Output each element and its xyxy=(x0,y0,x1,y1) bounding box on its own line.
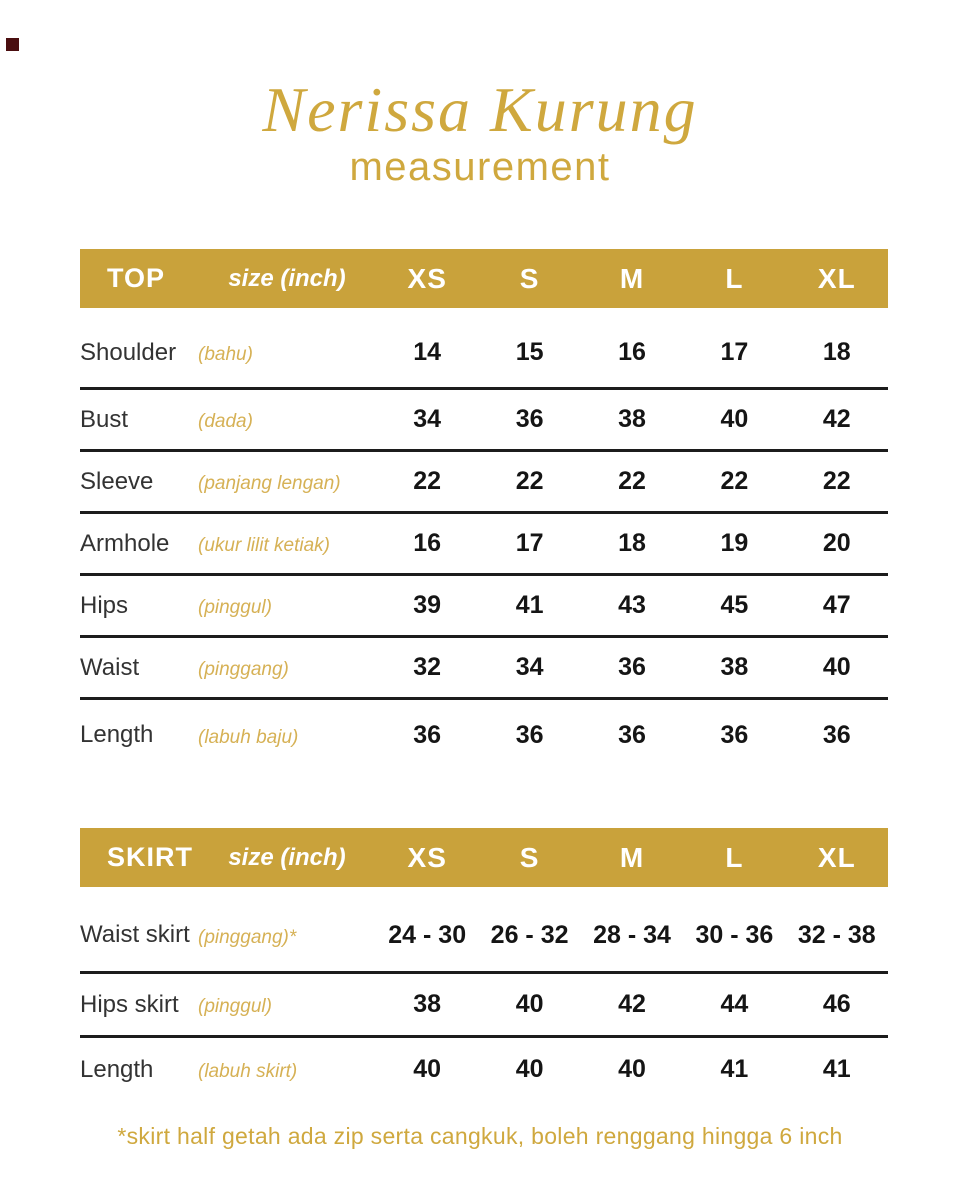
row-sublabel: (labuh baju) xyxy=(198,726,299,748)
skirt-size-col-s: S xyxy=(519,841,540,873)
cell-value: 38 xyxy=(618,405,646,434)
cell-value: 36 xyxy=(413,720,442,749)
cell-value: 16 xyxy=(618,338,646,367)
skirt-size-unit-label: size (inch) xyxy=(228,843,346,871)
cell-value: 40 xyxy=(618,1055,646,1084)
cell-value: 39 xyxy=(413,591,442,620)
table-row-waist-skirt xyxy=(80,887,888,974)
skirt-size-col-m: M xyxy=(619,841,645,873)
cell-value: 41 xyxy=(720,1055,749,1084)
top-size-col-xs: XS xyxy=(407,262,447,294)
cell-value: 42 xyxy=(618,990,646,1019)
row-label: Waist xyxy=(80,653,140,681)
table-row-sleeve xyxy=(80,452,888,514)
page-subtitle: measurement xyxy=(349,145,611,190)
table-row-length-skirt xyxy=(80,1038,888,1101)
skirt-table-title: SKIRT xyxy=(107,842,193,873)
cell-value: 18 xyxy=(822,338,851,367)
cell-value: 36 xyxy=(515,720,544,749)
cell-value: 46 xyxy=(822,990,851,1019)
row-label: Hips skirt xyxy=(80,990,179,1018)
top-size-col-m: M xyxy=(619,262,645,294)
top-table-header-bar xyxy=(80,249,888,308)
cell-value: 22 xyxy=(720,467,749,496)
cell-value: 38 xyxy=(720,653,749,682)
page-title: Nerissa Kurung xyxy=(262,74,698,145)
cell-value: 41 xyxy=(822,1055,851,1084)
row-label: Sleeve xyxy=(80,467,154,495)
cell-value: 30 - 36 xyxy=(695,920,774,949)
row-sublabel: (pinggang)* xyxy=(198,926,297,948)
cell-value: 20 xyxy=(822,529,851,558)
cell-value: 16 xyxy=(413,529,442,558)
cell-value: 40 xyxy=(720,405,749,434)
cell-value: 45 xyxy=(720,591,749,620)
row-sublabel: (dada) xyxy=(198,411,253,433)
table-row-hips xyxy=(80,576,888,638)
cell-value: 15 xyxy=(515,338,544,367)
top-size-col-xl: XL xyxy=(817,262,856,294)
cell-value: 40 xyxy=(413,1055,442,1084)
row-sublabel: (pinggul) xyxy=(198,597,272,619)
row-sublabel: (bahu) xyxy=(198,344,253,366)
cell-value: 24 - 30 xyxy=(388,920,467,949)
row-sublabel: (labuh skirt) xyxy=(198,1061,298,1083)
cell-value: 36 xyxy=(618,720,646,749)
skirt-footnote: *skirt half getah ada zip serta cangkuk, boleh renggang hingga 6 inch xyxy=(117,1123,843,1150)
row-label: Waist skirt xyxy=(80,921,190,949)
cell-value: 47 xyxy=(822,591,851,620)
cell-value: 44 xyxy=(720,990,749,1019)
page-header xyxy=(0,0,960,190)
cell-value: 28 - 34 xyxy=(593,920,671,949)
skirt-size-table xyxy=(80,828,888,1101)
row-label: Armhole xyxy=(80,529,170,557)
row-label: Length xyxy=(80,1055,154,1083)
cell-value: 36 xyxy=(822,720,851,749)
cell-value: 22 xyxy=(618,467,646,496)
table-row-length-top xyxy=(80,700,888,770)
cell-value: 42 xyxy=(822,405,851,434)
top-table-title: TOP xyxy=(107,263,166,294)
skirt-size-col-xs: XS xyxy=(407,841,447,873)
cell-value: 18 xyxy=(618,529,646,558)
row-label: Bust xyxy=(80,405,129,433)
row-sublabel: (pinggul) xyxy=(198,996,272,1018)
cell-value: 41 xyxy=(515,591,544,620)
row-label: Length xyxy=(80,721,154,749)
cell-value: 36 xyxy=(515,405,544,434)
cell-value: 36 xyxy=(720,720,749,749)
cell-value: 22 xyxy=(822,467,851,496)
cell-value: 26 - 32 xyxy=(490,920,569,949)
cell-value: 14 xyxy=(413,338,442,367)
cell-value: 43 xyxy=(618,591,646,620)
table-row-armhole xyxy=(80,514,888,576)
cell-value: 32 xyxy=(413,653,442,682)
row-sublabel: (panjang lengan) xyxy=(198,473,341,495)
skirt-size-col-xl: XL xyxy=(817,841,856,873)
skirt-size-col-l: L xyxy=(725,841,744,873)
row-sublabel: (pinggang) xyxy=(198,659,289,681)
cell-value: 40 xyxy=(515,1055,544,1084)
table-row-waist xyxy=(80,638,888,700)
cell-value: 32 - 38 xyxy=(797,920,876,949)
cell-value: 19 xyxy=(720,529,749,558)
cell-value: 17 xyxy=(515,529,544,558)
cell-value: 22 xyxy=(515,467,544,496)
table-row-hips-skirt xyxy=(80,974,888,1038)
cell-value: 36 xyxy=(618,653,646,682)
row-label: Hips xyxy=(80,591,129,619)
top-size-table xyxy=(80,249,888,770)
top-size-col-l: L xyxy=(725,262,744,294)
cell-value: 38 xyxy=(413,990,442,1019)
cell-value: 34 xyxy=(413,405,442,434)
table-row-bust xyxy=(80,390,888,452)
cell-value: 17 xyxy=(720,338,749,367)
cell-value: 34 xyxy=(515,653,544,682)
top-size-col-s: S xyxy=(519,262,540,294)
skirt-table-header-bar xyxy=(80,828,888,887)
cell-value: 22 xyxy=(413,467,442,496)
corner-mark xyxy=(6,38,19,51)
top-size-unit-label: size (inch) xyxy=(228,264,346,292)
row-label: Shoulder xyxy=(80,338,177,366)
table-row-shoulder xyxy=(80,308,888,390)
row-sublabel: (ukur lilit ketiak) xyxy=(198,535,330,557)
cell-value: 40 xyxy=(822,653,851,682)
cell-value: 40 xyxy=(515,990,544,1019)
